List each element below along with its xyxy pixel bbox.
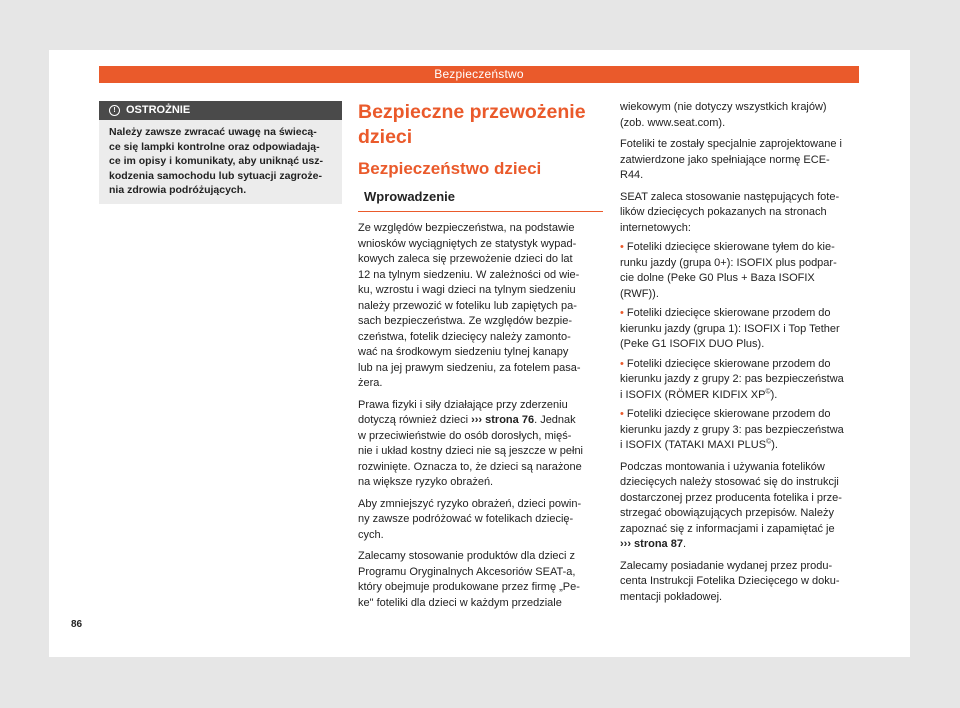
paragraph-ece — [620, 137, 862, 184]
text-line: mentacji pokładowej. — [620, 590, 723, 603]
text-line: zatwierdzone jako spełniające normę ECE- — [620, 153, 830, 166]
paragraph-reduce-risk — [358, 497, 603, 544]
copyright-mark: © — [765, 387, 771, 395]
text-line: żera. — [358, 377, 383, 389]
text-line: na większe ryzyko obrażeń. — [358, 476, 494, 488]
warning-header — [99, 101, 342, 120]
text-line: i ISOFIX (TATAKI MAXI PLUS — [620, 439, 767, 451]
section-header-bar — [99, 66, 859, 83]
text-line: (RWF)). — [620, 287, 659, 300]
text-line: Foteliki dziecięce skierowane przodem do — [626, 408, 831, 420]
section-heading: Wprowadzenie — [358, 188, 603, 212]
bullet-item — [620, 407, 862, 454]
text-line: kierunku jazdy z grupy 2: pas bezpieczeństwa — [620, 373, 844, 385]
bullet-dot: • — [620, 357, 624, 370]
text-line: lików dziecięcych pokazanych na stronach — [620, 206, 827, 218]
exclamation-circle-icon: ! — [109, 105, 120, 116]
text-line: ku, wzrostu i wagi dzieci na tylnym siedzeniu — [358, 284, 576, 296]
text-line: kierunku jazdy (grupa 1): ISOFIX i Top Tether — [620, 322, 840, 335]
text-line: lub na jej prawym siedzeniu, za fotelem pasa- — [358, 361, 581, 374]
warning-line: Należy zawsze zwracać uwagę na świecą- — [109, 126, 317, 138]
text-line: Ze względów bezpieczeństwa, na podstawie — [358, 222, 575, 234]
text-line: Zalecamy stosowanie produktów dla dzieci z — [358, 550, 576, 562]
page-number: 86 — [71, 619, 83, 630]
text-line: Foteliki dziecięce skierowane przodem do — [626, 357, 831, 370]
text-line: strzegać obowiązujących przepisów. Należy — [620, 507, 834, 519]
text-line: (Peke G1 ISOFIX DUO Plus). — [620, 338, 765, 350]
paragraph-seat-recommends — [620, 190, 862, 237]
text-line: Podczas montowania i używania fotelików — [620, 460, 825, 473]
bullet-dot: • — [620, 307, 624, 319]
paragraph-intro — [358, 221, 603, 392]
paragraph-physics — [358, 398, 603, 491]
text-line: internetowych: — [620, 221, 691, 234]
text-line: dziecięcych należy stosować się do instrukcji — [620, 476, 839, 488]
page-title — [358, 100, 603, 150]
text-line: który obejmuje produkowane przez firmę „Pe- — [358, 581, 580, 593]
page-reference-link[interactable]: ››› strona 87 — [620, 538, 683, 550]
text-line: . Jednak — [534, 414, 576, 426]
bullet-item — [620, 306, 862, 353]
warning-line: ce się lampki kontrolne oraz odpowiadają- — [109, 140, 320, 153]
text-line: kowych zaleca się przewożenie dzieci do lat — [358, 253, 573, 265]
text-line: sach bezpieczeństwa. Ze względów bezpie- — [358, 315, 573, 327]
text-line: ). — [771, 439, 778, 451]
text-line: Zalecamy posiadanie wydanej przez produ- — [620, 559, 833, 572]
copyright-mark: © — [766, 438, 772, 446]
bullet-item — [620, 240, 862, 302]
text-line: należy przewozić w foteliku lub zapiętych pa- — [358, 299, 577, 312]
page-title-line: Bezpieczne przewożenie — [358, 101, 586, 123]
text-line: cych. — [358, 528, 384, 541]
text-line: w przeciwieństwie do osób dorosłych, mięś- — [358, 429, 572, 442]
bullet-item — [620, 357, 862, 404]
text-line: Foteliki dziecięce skierowane przodem do — [626, 307, 831, 319]
text-line: Foteliki dziecięce skierowane tyłem do kie- — [626, 241, 835, 253]
paragraph-age-groups — [620, 100, 862, 131]
text-line: dotyczą również dzieci — [358, 414, 472, 426]
text-line: runku jazdy (grupa 0+): ISOFIX plus podpar- — [620, 256, 837, 269]
text-line: centa Instrukcji Fotelika Dziecięcego w doku- — [620, 575, 840, 587]
paragraph-installation — [620, 460, 862, 553]
warning-line: ce im opisy i komunikaty, aby uniknąć usz- — [109, 155, 323, 167]
text-line: . — [682, 538, 687, 550]
warning-box — [99, 101, 342, 204]
text-line: Prawa fizyki i siły działające przy zderzeniu — [358, 398, 568, 411]
page-title-line: dzieci — [358, 126, 413, 148]
text-line: kierunku jazdy z grupy 3: pas bezpieczeństwa — [620, 423, 844, 436]
warning-title: OSTROŻNIE — [126, 104, 191, 116]
right-column — [620, 100, 862, 611]
text-line: R44. — [620, 169, 644, 181]
warning-line: nia zdrowia podróżujących. — [109, 184, 247, 196]
text-line: 12 na tylnym siedzeniu. W zależności od wie- — [358, 268, 580, 281]
text-line: nie i układ kostny dzieci nie są jeszcze w pełni — [358, 445, 584, 457]
text-line: ke" foteliki dla dzieci w każdym przedziale — [358, 596, 562, 609]
text-line: ny zawsze podróżować w fotelikach dziecię- — [358, 513, 574, 525]
text-line: cie dolne (Peke G0 Plus + Baza ISOFIX — [620, 272, 815, 284]
text-line: ). — [770, 388, 778, 401]
text-line: SEAT zaleca stosowanie następujących fote- — [620, 190, 840, 203]
text-line: czeństwa, fotelik dziecięcy należy zamonto- — [358, 330, 571, 343]
page-reference-link[interactable]: ››› strona 76 — [471, 414, 535, 426]
text-line: (zob. www.seat.com). — [620, 116, 726, 129]
text-line: Aby zmniejszyć ryzyko obrażeń, dzieci powin- — [358, 497, 582, 510]
text-line: wniosków wyciągniętych ze statystyk wypad- — [358, 237, 577, 250]
page-subtitle: Bezpieczeństwo dzieci — [358, 159, 542, 178]
text-line: zapoznać się z informacjami i zapamiętać je — [620, 522, 835, 535]
text-line: i ISOFIX (RÖMER KIDFIX XP — [620, 388, 766, 401]
text-line: wiekowym (nie dotyczy wszystkich krajów) — [620, 101, 827, 113]
section-header-title: Bezpieczeństwo — [434, 67, 524, 81]
text-line: Foteliki te zostały specjalnie zaprojektowane i — [620, 138, 842, 150]
paragraph-manual — [620, 559, 862, 606]
paragraph-recommend — [358, 549, 603, 611]
warning-line: kodzenia samochodu lub sytuacji zagroże- — [109, 169, 322, 182]
text-line: dostarczonej przez producenta fotelika i prze- — [620, 491, 842, 504]
text-line: wać na środkowym siedzeniu tylnej kanapy — [358, 346, 569, 358]
bullet-dot: • — [620, 408, 624, 420]
text-line: Programu Oryginalnych Akcesoriów SEAT-a, — [358, 565, 576, 578]
middle-column — [358, 100, 603, 617]
warning-text — [99, 120, 342, 198]
text-line: rozwinięte. Oznacza to, że dzieci są narażone — [358, 460, 582, 473]
bullet-dot: • — [620, 241, 624, 253]
